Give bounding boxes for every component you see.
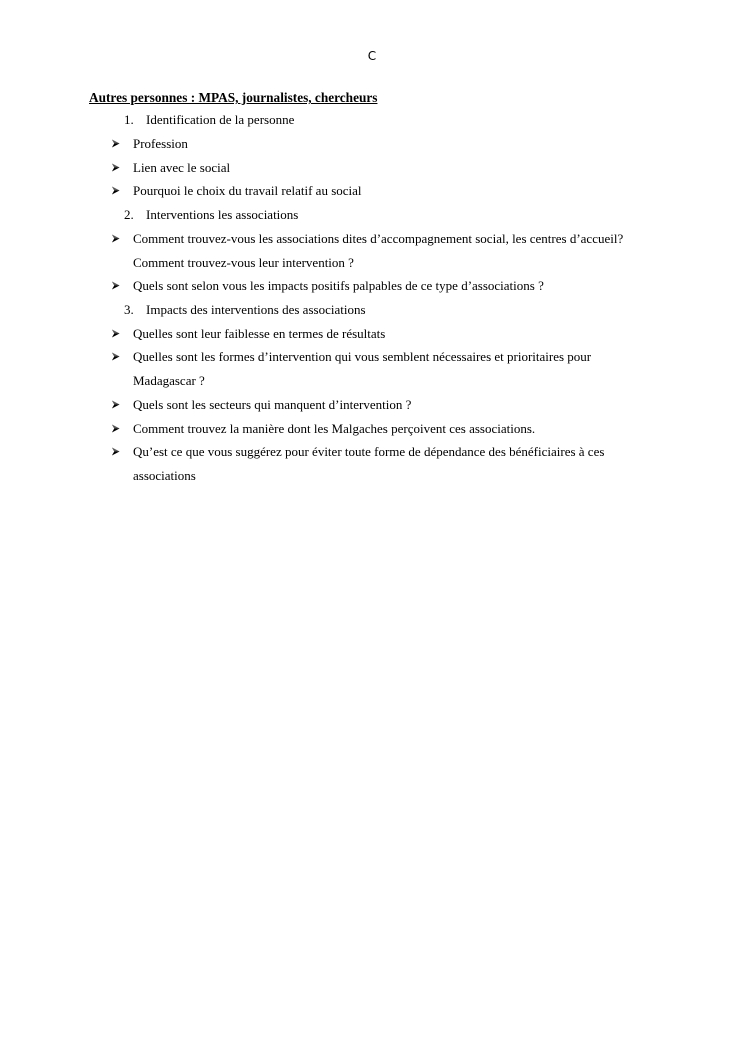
section-heading-text: Identification de la personne	[146, 112, 295, 127]
arrow-bullet-icon	[111, 352, 120, 361]
section-number: 2.	[124, 207, 134, 222]
list-item: Lien avec le social	[133, 160, 231, 175]
list-item: Pourquoi le choix du travail relatif au social	[133, 183, 362, 198]
arrow-bullet-icon	[111, 163, 120, 172]
arrow-bullet-icon	[111, 400, 120, 409]
section-number: 1.	[124, 112, 134, 127]
list-item: Comment trouvez la manière dont les Malgaches perçoivent ces associations.	[133, 421, 536, 436]
arrow-bullet-icon	[111, 186, 120, 195]
arrow-bullet-icon	[111, 424, 120, 433]
list-item: Qu’est ce que vous suggérez pour éviter toute forme de dépendance des bénéficiaires à ces	[133, 444, 605, 459]
arrow-bullet-icon	[111, 281, 120, 290]
arrow-bullet-icon	[111, 329, 120, 338]
section-heading-3	[124, 300, 366, 320]
section-heading-2	[124, 205, 298, 225]
list-item: Quels sont selon vous les impacts positifs palpables de ce type d’associations ?	[133, 278, 544, 293]
list-item: Profession	[133, 136, 188, 151]
page-header-letter: C	[367, 49, 377, 63]
arrow-bullet-icon	[111, 234, 120, 243]
arrow-bullet-icon	[111, 447, 120, 456]
section-heading-text: Impacts des interventions des associations	[146, 302, 366, 317]
section-number: 3.	[124, 302, 134, 317]
arrow-bullet-icon	[111, 139, 120, 148]
list-item-continuation: Comment trouvez-vous leur intervention ?	[133, 255, 354, 270]
list-item: Comment trouvez-vous les associations dites d’accompagnement social, les centres d’accueil?	[133, 231, 624, 246]
list-item: Quels sont les secteurs qui manquent d’intervention ?	[133, 397, 412, 412]
section-heading-1	[124, 110, 294, 130]
section-heading-text: Interventions les associations	[146, 207, 299, 222]
list-item: Quelles sont les formes d’intervention qui vous semblent nécessaires et prioritaires pour	[133, 349, 592, 364]
list-item-continuation: associations	[133, 468, 196, 483]
document-title: Autres personnes : MPAS, journalistes, chercheurs	[89, 90, 378, 105]
list-item-continuation: Madagascar ?	[133, 373, 205, 388]
list-item: Quelles sont leur faiblesse en termes de résultats	[133, 326, 386, 341]
